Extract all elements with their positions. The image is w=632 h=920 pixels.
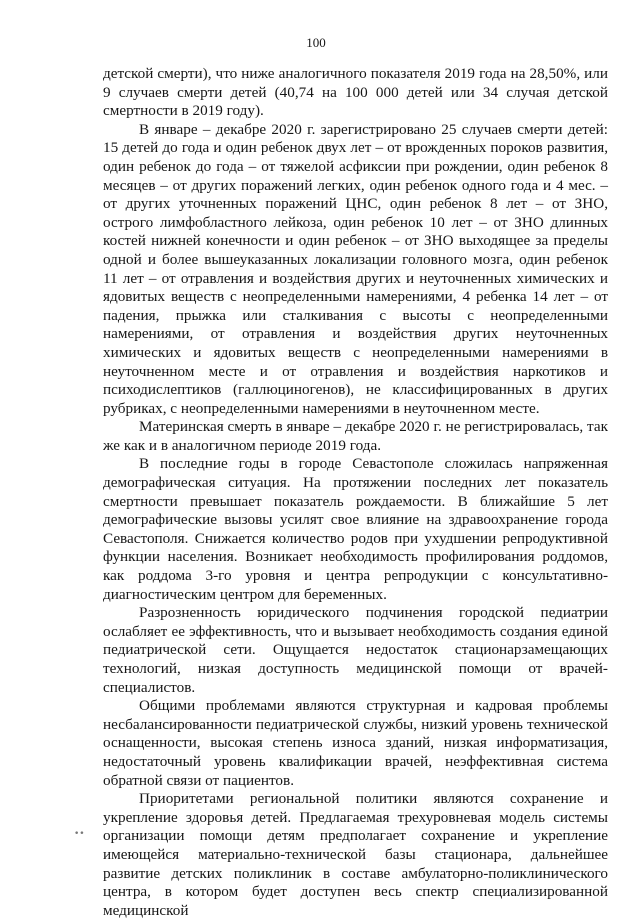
page-number: 100	[306, 35, 326, 50]
scan-artifact-mark: ••	[74, 829, 85, 839]
document-body	[103, 65, 608, 920]
paragraph-child-deaths-2020: В январе – декабре 2020 г. зарегистрировано 25 случаев смерти детей: 15 детей до года и один ребенок двух лет – от врожденных пороков развития, один ребенок до года – от тяжелой асфиксии при рождении, один ребенок 8 месяцев – от других поражений легких, один ребенок одного года и 4 мес. – от других уточненных поражений ЦНС, один ребенок 8 лет – от ЗНО, острого лимфобластного лейкоза, один ребенок 10 лет – от ЗНО длинных костей нижней конечности и один ребенок – от ЗНО выходящее за пределы одной и более вышеуказанных локализации головного мозга, один ребенок 11 лет – от отравления и воздействия других и неуточненных химических и ядовитых веществ с неопределенными намерениями, 4 ребенка 14 лет – от падения, прыжка или сталкивания с высоты с неопределенными намерениями, от отравления и воздействия других неуточненных химических и ядовитых веществ с неопределенными намерениями в неуточненном месте и от отравления и воздействия наркотиков и психодислептиков (галлюциногенов), не классифицированных в других рубриках, с неопределенными намерениями в неуточненном месте.	[103, 120, 608, 417]
paragraph-continuation: детской смерти), что ниже аналогичного показателя 2019 года на 28,50%, или 9 случаев смерти детей (40,74 на 100 000 детей или 34 случая детской смертности в 2019 году).	[103, 65, 608, 120]
paragraph-regional-priorities: Приоритетами региональной политики являются сохранение и укрепление здоровья детей. Предлагаемая трехуровневая модель системы организации помощи детям предполагает сохранение и укрепление имеющейся материально-технической базы стационара, дальнейшее развитие детских поликлиник в составе амбулаторно-поликлинического центра, в котором будет доступен весь спектр специализированной медицинской	[103, 790, 608, 919]
paragraph-common-problems: Общими проблемами являются структурная и кадровая проблемы несбалансированности педиатрической службы, низкий уровень технической оснащенности, высокая степень износа зданий, низкая информатизация, недостаточный уровень квалификации врачей, неэффективная система обратной связи от пациентов.	[103, 697, 608, 789]
paragraph-pediatric-network: Разрозненность юридического подчинения городской педиатрии ослабляет ее эффективность, что и вызывает необходимость создания единой педиатрической сети. Ощущается недостаток стационарзамещающих технологий, низкая доступность медицинской помощи от врачей-специалистов.	[103, 604, 608, 696]
paragraph-demographic-situation: В последние годы в городе Севастополе сложилась напряженная демографическая ситуация. На протяжении последних лет показатель смертности превышает показатель рождаемости. В ближайшие 5 лет демографические вызовы усилят свое влияние на здравоохранение города Севастополя. Снижается количество родов при ухудшении репродуктивной функции населения. Возникает необходимость профилирования роддомов, как роддома 3-го уровня и центра репродукции с консультативно-диагностическим центром для беременных.	[103, 455, 608, 603]
paragraph-maternal-mortality: Материнская смерть в январе – декабре 2020 г. не регистрировалась, так же как и в аналогичном периоде 2019 года.	[103, 418, 608, 454]
